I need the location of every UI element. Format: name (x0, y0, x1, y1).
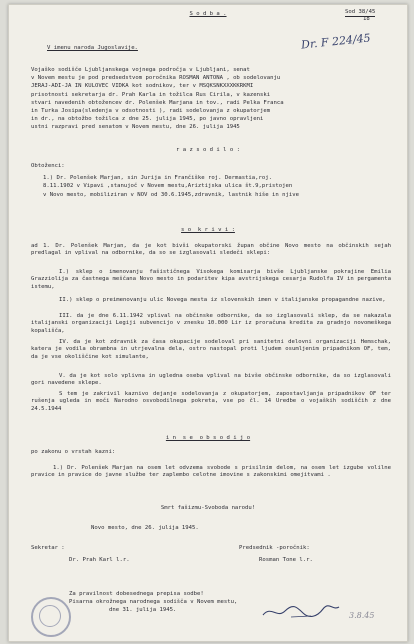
certification-line-2: Pisarna okrožnega narodnega sodišča v Novem mestu, (69, 599, 238, 605)
official-stamp (31, 597, 71, 637)
certification-line-3: dne 31. julija 1945. (109, 607, 177, 613)
obsodijo-heading: i n s e o b s o d i j o (165, 435, 251, 441)
count-paragraph-5: IV. da je kot zdravnik za časa okupacije sodeloval pri sanitetni delovni organizaciji Hemschak, katera je vodila obrambna in utrjevalna dela, ostro nastopal proti ljudem osumljenim pripadnikom OF, tem, da je vse okoliščine kot simulante, (31, 339, 391, 360)
intro-line-1: Vojaško sodišče Ljubljanskega vojnega področja v Ljubljani, senat (31, 67, 250, 73)
intro-line-4: prisotnosti sekretarja dr. Prah Karla in tožilca Rus Cirila, v kazenski (31, 91, 271, 98)
handwritten-reference: Dr. F 224/45 (300, 31, 372, 52)
defendant-line-2: 8.11.1902 v Vipavi ,stanujoč v Novem mestu,Ariztijska ulica št.9,pristojen (43, 183, 293, 190)
krivi-heading: s o k r i v i : (181, 227, 235, 233)
defendant-line-1: 1.) Dr. Polenšek Marjan, sin Jurija in Frančiške roj. Dermastia,roj. (43, 175, 273, 181)
intro-line-6: in Turka Josipa(sledenja v odsotnosti ), radi sodelovanja z okupatorjem (31, 108, 271, 114)
count-paragraph-7: S tem je zakrivil kaznivo dejanje sodelovanja z okupatorjem, zapostavljanja pripadnikov OF ter rušenja ugleda in moči Narodno osvobodilnega pokreta, vse po čl. 14 Uredbe o vojaških sodiščih z dne 24.5.1944 (31, 391, 391, 412)
intro-heading: V imenu naroda Jugoslavije. (47, 45, 138, 51)
intro-line-2: v Novem mestu je pod predsedstvom poročnika ROSMAN ANTONA , ob sodelovanju (31, 75, 281, 82)
secretary-name: Dr. Prah Karl l.r. (69, 557, 130, 563)
count-paragraph-2: I.) sklep o imenovanju fašističnega Visokega komisarja bivše Ljubljanske pokrajine Emilia Grazziolija za častnega meščana Novo mesto in podaritev kipa avstrijskega cesarja Rudolfa IV in pergamenta istemu, (31, 269, 391, 290)
count-paragraph-4: III. da je dne 6.11.1942 vplival na občinske odbornike, da so izglasovali sklep, da se nakazala italijanski organizaciji Legiji subvencijo v znesku 10.000 Lir iz proračuna kredita za gradnjo novomeškega kopališča, (31, 313, 391, 334)
case-number: Sod 38/45 (345, 9, 375, 17)
case-subnumber: 18 (363, 16, 370, 22)
document-page (8, 4, 408, 642)
count-paragraph-1: ad 1. Dr. Polenšek Marjan, da je kot bivši okupatorski župan občine Novo mesto na občinskih sejah predlagal in vplival na odbornike, da so se izglasovali sledeči sklepi: (31, 243, 391, 257)
intro-line-3: JERAJ-ADI-JA IN KULOVEC VIDKA kot sodnikov, ter v MSQKSNKXXXKKRKMI (31, 83, 254, 90)
secretary-label: Sekretar : (31, 545, 65, 551)
intro-line-7: in dr., na obtožbo tožilca z dne 25. julija 1945, po javno opravljeni (31, 116, 264, 123)
count-paragraph-3: II.) sklep o preimenovanju ulic Novega mesta iz slovenskih imen v italijanske propagandne nazive, (59, 297, 386, 303)
intro-line-8: ustni razpravi pred senatom v Novem mestu, dne 26. julija 1945 (31, 124, 240, 131)
po-zakonu: po zakonu o vrstah kazni: (31, 449, 116, 455)
intro-line-5: stvari navedenih obtožencev dr. Polenšek Marjana in tov., radi Pelka Franca (31, 99, 284, 106)
president-label: Predsednik -poročnik: (239, 545, 310, 551)
obtozenci-label: Obtoženci: (31, 163, 65, 169)
place-date: Novo mesto, dne 26. julija 1945. (91, 525, 199, 531)
slogan: Smrt fašizmu-Svoboda narodu! (160, 505, 256, 511)
defendant-line-3: v Novo mesto, mobiliziran v NOV od 30.6.1945,zdravnik, lastnik hiše in njive (43, 191, 299, 198)
president-name: Rosman Tone l.r. (259, 557, 313, 563)
razsodilo-heading: r a z s o d i l o : (176, 147, 240, 153)
count-paragraph-6: V. da je kot solo vplivna in ugledna oseba vplival na bivše občinske odbornike, da so izglasovali gori navedene sklepe. (31, 373, 391, 387)
certification-line-1: Za pravilnost dobesednega prepisa sodbe! (69, 591, 204, 597)
handwritten-signature (261, 601, 341, 623)
sentence-paragraph: 1.) Dr. Polenšek Marjan na osem let odvzema svobode s prisilnim delom, na osem let izgube volilne pravice in pravice do javne službe ter zaplembo celotne imovine s zakonskimi omejitvami . (31, 465, 391, 479)
document-title: S o d b a . (189, 11, 227, 17)
bottom-handwritten-date: 3.8.45 (349, 611, 375, 620)
